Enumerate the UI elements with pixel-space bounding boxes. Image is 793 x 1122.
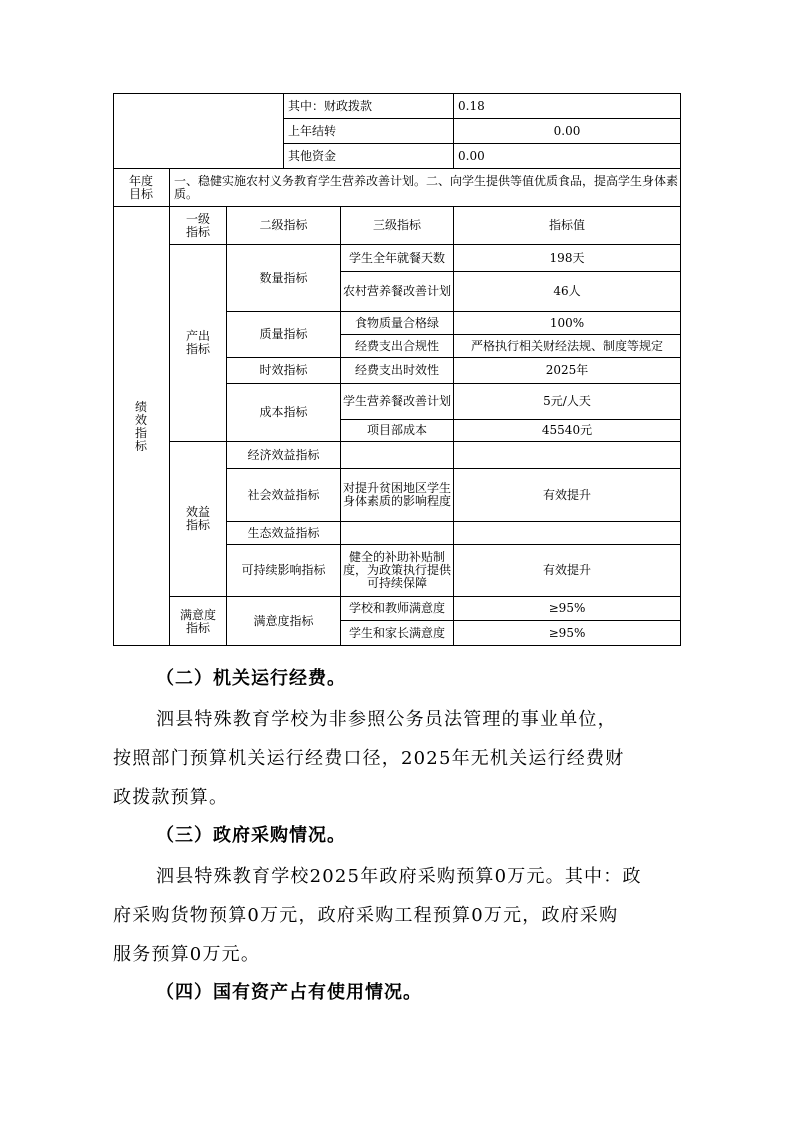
level3-value [454,442,680,468]
level3-value: 严格执行相关财经法规、制度等规定 [470,338,663,353]
level3-value: ≥95% [548,626,586,640]
section-3-line-1: 泗县特殊教育学校2025年政府采购预算0万元。其中：政 [156,866,642,887]
level3-name [341,522,453,544]
funding-label-carryover: 上年结转 [288,123,337,138]
section-2-line-3: 政拨款预算。 [113,787,229,808]
level3-name: 学生全年就餐天数 [348,250,445,265]
level3-name: 对提升贫困地区学生身体素质的影响程度 [343,481,452,508]
funding-value-carryover: 0.00 [553,123,581,138]
header-level3: 三级指标 [372,218,421,232]
section-2-title: （二）机关运行经费。 [156,668,346,689]
level3-name: 学生营养餐改善计划 [343,394,452,408]
performance-label: 绩效指标 [135,399,148,453]
level3-name: 食物质量合格绿 [354,315,439,330]
level3-name [341,442,453,468]
section-2-line-1: 泗县特殊教育学校为非参照公务员法管理的事业单位， [156,709,617,730]
level3-name: 项目部成本 [366,423,427,437]
annual-goal-text: 一、稳健实施农村义务教育学生营养改善计划。二、向学生提供等值优质食品，提高学生身体素质。 [174,173,679,201]
level3-value: 有效提升 [542,563,591,577]
level2-ecological: 生态效益指标 [247,525,320,540]
section-3-line-3: 服务预算0万元。 [113,944,261,965]
level2-timeliness: 时效指标 [259,363,308,377]
section-3-title: （三）政府采购情况。 [156,825,346,846]
performance-table [113,93,681,646]
level1-satisfaction: 满意度指标 [180,607,217,635]
level3-name: 学校和教师满意度 [348,601,445,615]
header-level1: 一级指标 [185,211,210,239]
level3-value: ≥95% [548,601,586,615]
level3-value: 5元/人天 [543,394,591,408]
header-level2: 二级指标 [259,218,308,232]
level3-value: 2025年 [545,363,589,377]
level3-value: 198天 [549,250,585,265]
level3-name: 学生和家长满意度 [348,626,445,640]
level2-social: 社会效益指标 [247,487,320,502]
level2-cost: 成本指标 [259,405,308,419]
level2-sustainable: 可持续影响指标 [241,563,326,577]
header-value: 指标值 [548,218,585,232]
level2-economic: 经济效益指标 [247,447,320,462]
annual-goal-label: 年度目标 [128,173,153,201]
level3-name: 经费支出时效性 [354,363,439,377]
level3-value: 46人 [553,284,581,298]
level3-value [454,522,680,544]
level1-output: 产出指标 [185,329,210,356]
section-3-line-2: 府采购货物预算0万元，政府采购工程预算0万元，政府采购 [113,905,619,926]
level2-quantity: 数量指标 [259,270,308,285]
level2-satisfaction: 满意度指标 [253,614,314,628]
section-2-line-2: 按照部门预算机关运行经费口径，2025年无机关运行经费财 [113,748,625,769]
level3-name: 经费支出合规性 [354,338,439,353]
level3-value: 100% [549,315,585,330]
level2-quality: 质量指标 [259,327,308,341]
level3-name: 农村营养餐改善计划 [343,284,452,298]
level3-name: 健全的补助补贴制度，为政策执行提供可持续保障 [343,550,452,590]
funding-label-fiscal: 其中：财政拨款 [288,98,373,113]
level3-value: 有效提升 [542,487,591,502]
section-4-title: （四）国有资产占有使用情况。 [156,982,422,1003]
funding-value-fiscal: 0.18 [458,98,485,113]
level1-benefit: 效益指标 [185,505,210,532]
funding-value-other: 0.00 [458,148,485,163]
level3-value: 45540元 [541,423,593,437]
funding-label-other: 其他资金 [288,148,337,163]
